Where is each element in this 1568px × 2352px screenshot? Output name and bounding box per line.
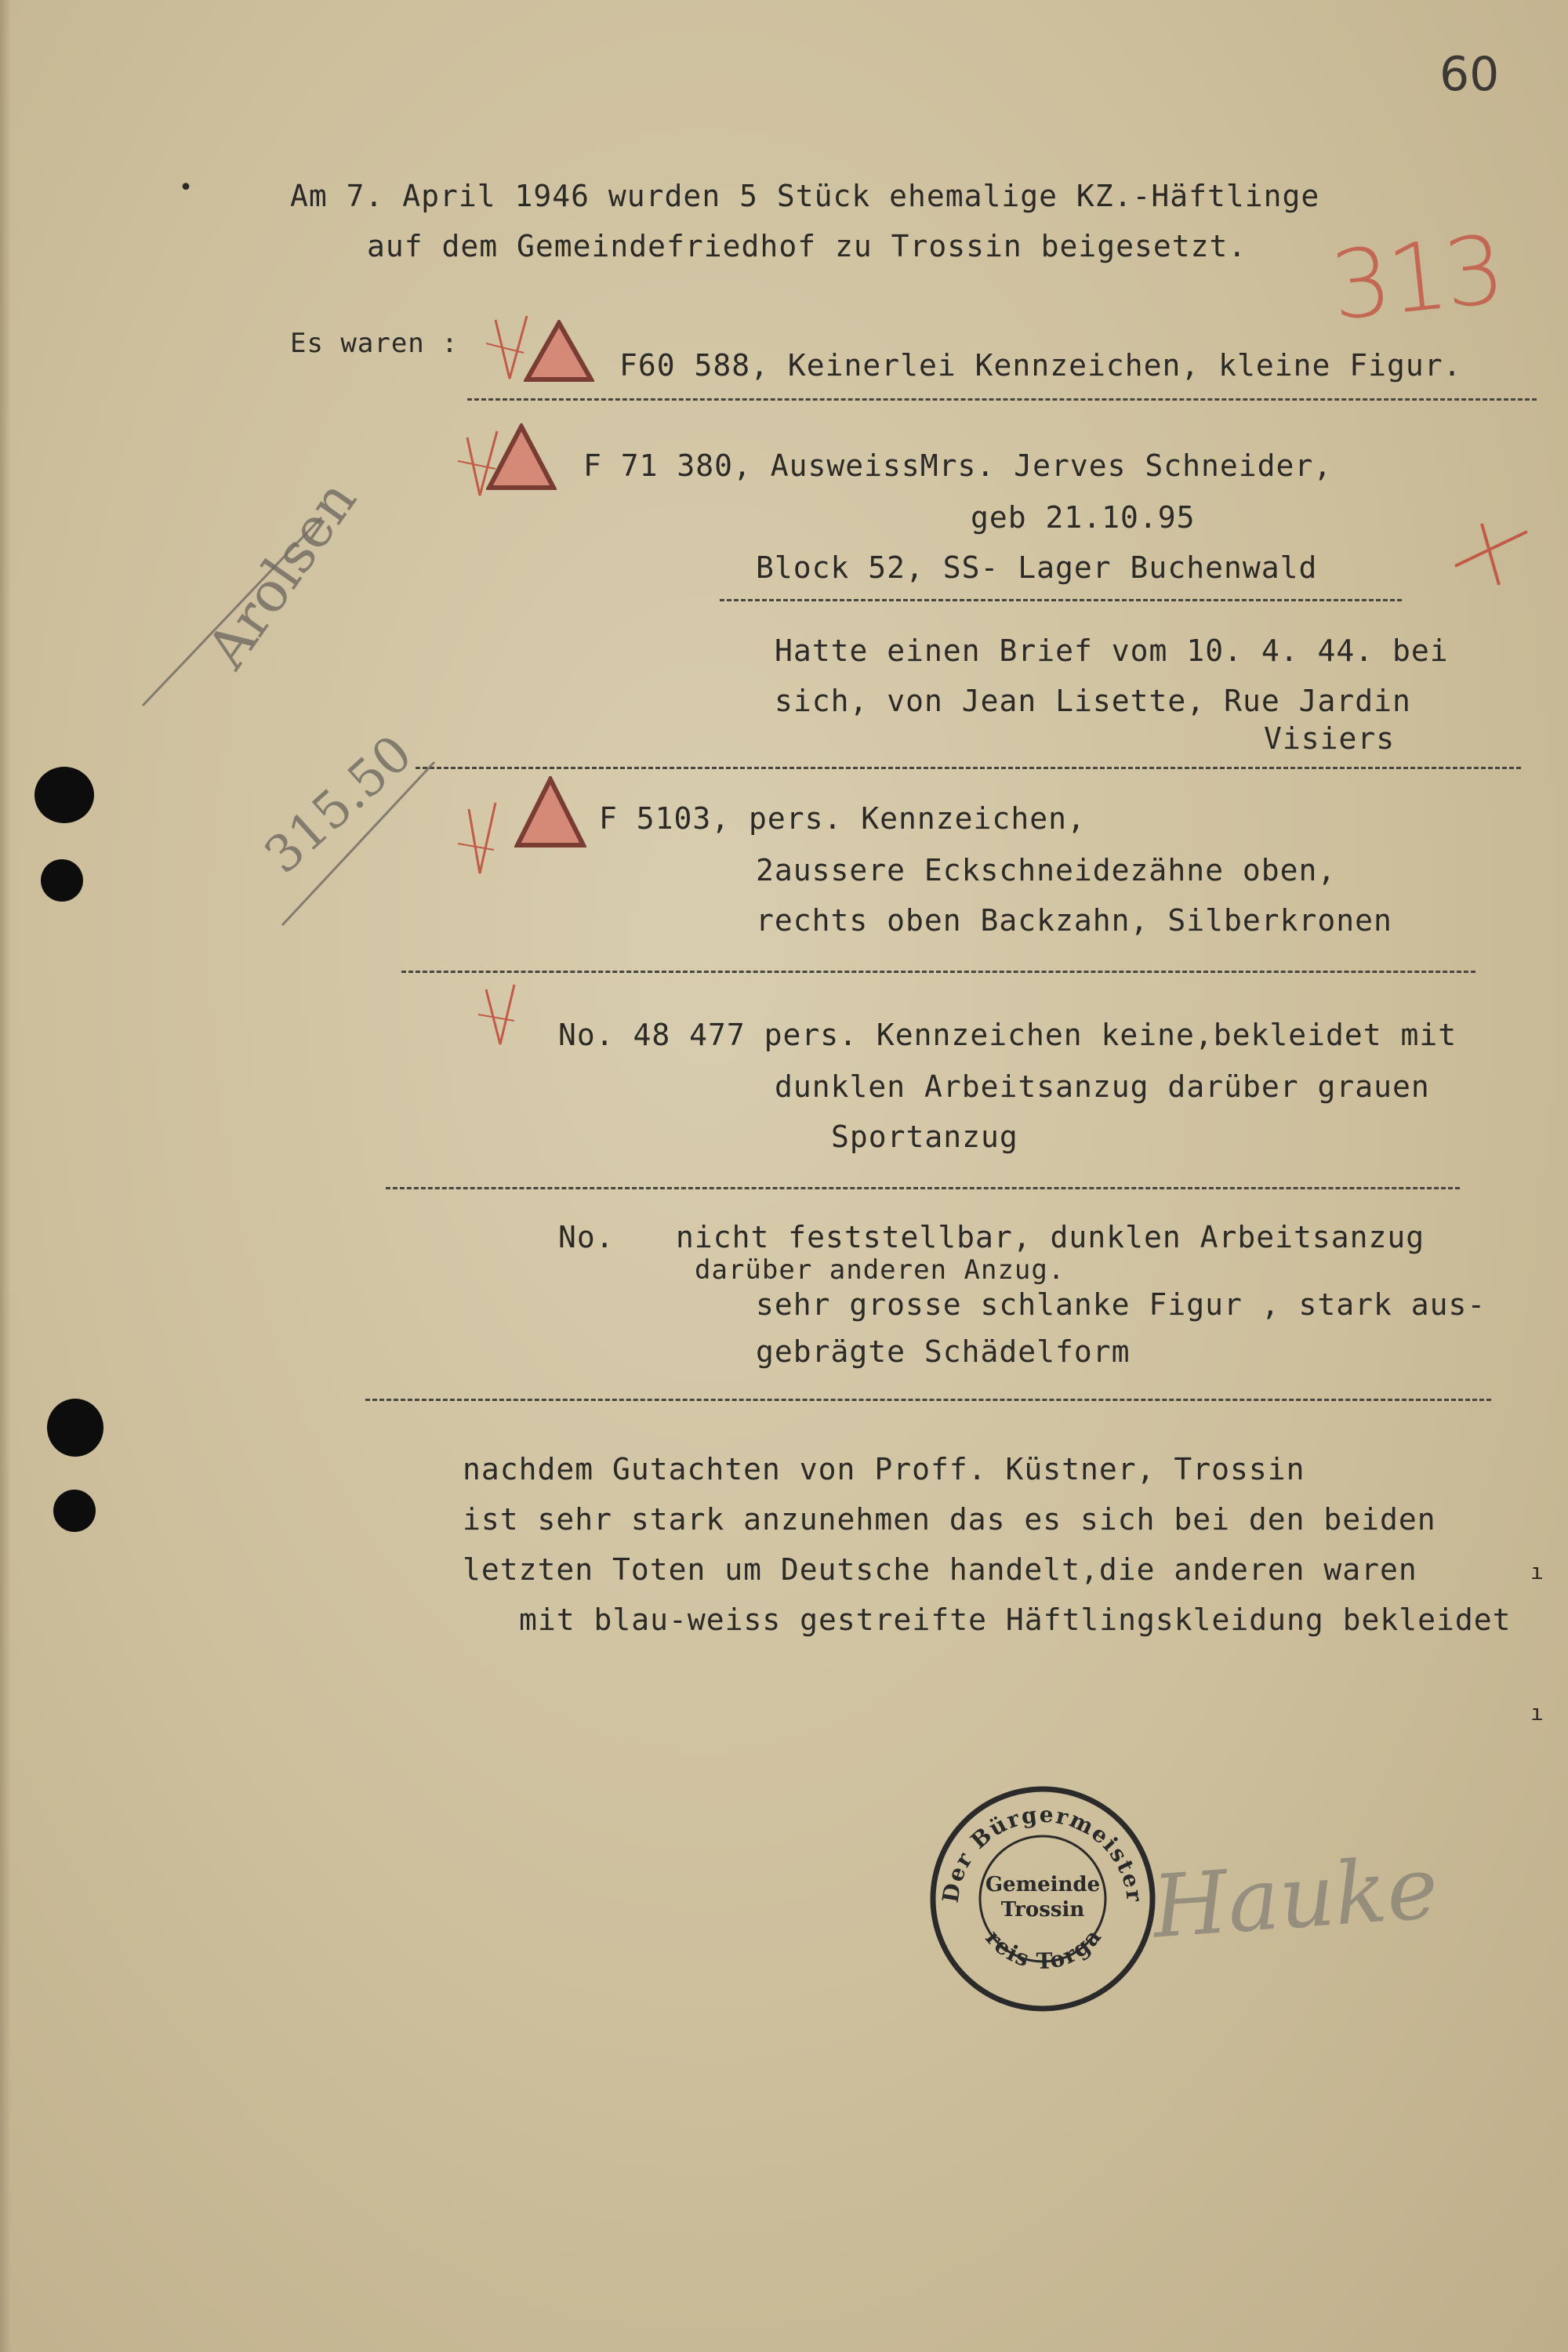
pencil-stroke-lower [273,753,445,933]
separator-2a [720,599,1402,601]
entry-2-line-1: F 71 380, AusweissMrs. Jerves Schneider, [583,448,1333,483]
separator-4 [386,1187,1460,1189]
archive-number: 313 [1326,216,1507,342]
punch-hole [47,1399,103,1457]
entry-2-note-2: sich, von Jean Lisette, Rue Jardin [775,684,1411,718]
entry-2-note-3: Visiers [1264,721,1396,756]
margin-tick: ı [1530,1700,1544,1726]
conclusion-line-4: mit blau-weiss gestreifte Häftlingskleidung bekleidet [519,1602,1512,1637]
entry-2-line-3: Block 52, SS- Lager Buchenwald [756,550,1318,585]
entry-5-line-3: sehr grosse schlanke Figur , stark aus- [756,1287,1486,1322]
es-waren-label: Es waren : [290,328,459,359]
header-line-1: Am 7. April 1946 wurden 5 Stück ehemalige KZ.-Häftlinge [290,179,1320,213]
official-stamp [914,1761,1160,2016]
entry-4-line-2: dunklen Arbeitsanzug darüber grauen [775,1069,1430,1104]
entry-3-line-2: 2aussere Eckschneidezähne oben, [756,853,1337,887]
stamp-inner-text-1: Gemeinde [985,1873,1101,1896]
separator-5 [365,1399,1491,1401]
red-check-mark-4 [477,980,539,1051]
entry-2-line-2: geb 21.10.95 [971,500,1196,535]
separator-1 [467,398,1537,401]
conclusion-line-3: letzten Toten um Deutsche handelt,die anderen waren [463,1552,1417,1587]
entry-5-label: No. [558,1220,615,1254]
paper-edge-shadow [0,0,11,2352]
entry-5-line-2: darüber anderen Anzug. [695,1254,1065,1286]
header-line-2: auf dem Gemeindefriedhof zu Trossin beigesetzt. [367,229,1247,263]
entry-3-line-3: rechts oben Backzahn, Silberkronen [756,903,1392,938]
entry-5-line-1: nicht feststellbar, dunklen Arbeitsanzug [676,1220,1425,1254]
margin-tick: ı [1530,1559,1544,1584]
stamp-outer-text: Der Bürgermeister [937,1801,1149,1905]
entry-4-line-1: No. 48 477 pers. Kennzeichen keine,bekleidet mit [558,1018,1457,1052]
page-number: 60 [1439,47,1500,102]
entry-5-line-4: gebrägte Schädelform [756,1334,1131,1369]
separator-2b [416,767,1521,769]
separator-3 [401,971,1475,973]
entry-4-line-3: Sportanzug [831,1120,1018,1154]
stamp-bottom-text: Kreis Torgau [914,1761,1108,1974]
punch-hole [41,859,83,902]
red-x-mark [1449,517,1535,588]
entry-2-note-1: Hatte einen Brief vom 10. 4. 44. bei [775,633,1449,668]
red-triangle-icon-2 [486,423,557,491]
margin-dot: • [179,174,194,201]
punch-hole [34,767,94,823]
entry-3-line-1: F 5103, pers. Kennzeichen, [599,801,1086,836]
red-triangle-icon-1 [524,320,594,383]
conclusion-line-2: ist sehr stark anzunehmen das es sich bei den beiden [463,1502,1436,1537]
stamp-inner-text-2: Trossin [1000,1898,1085,1922]
signature: Hauke [1149,1837,1442,1958]
punch-hole [53,1490,96,1532]
conclusion-line-1: nachdem Gutachten von Proff. Küstner, Trossin [463,1452,1305,1486]
entry-1-line-1: F60 588, Keinerlei Kennzeichen, kleine Figur. [619,348,1462,383]
pencil-number: 315.50 [254,724,423,885]
pencil-word: Arolsen [194,469,369,681]
red-triangle-icon-3 [514,776,586,848]
